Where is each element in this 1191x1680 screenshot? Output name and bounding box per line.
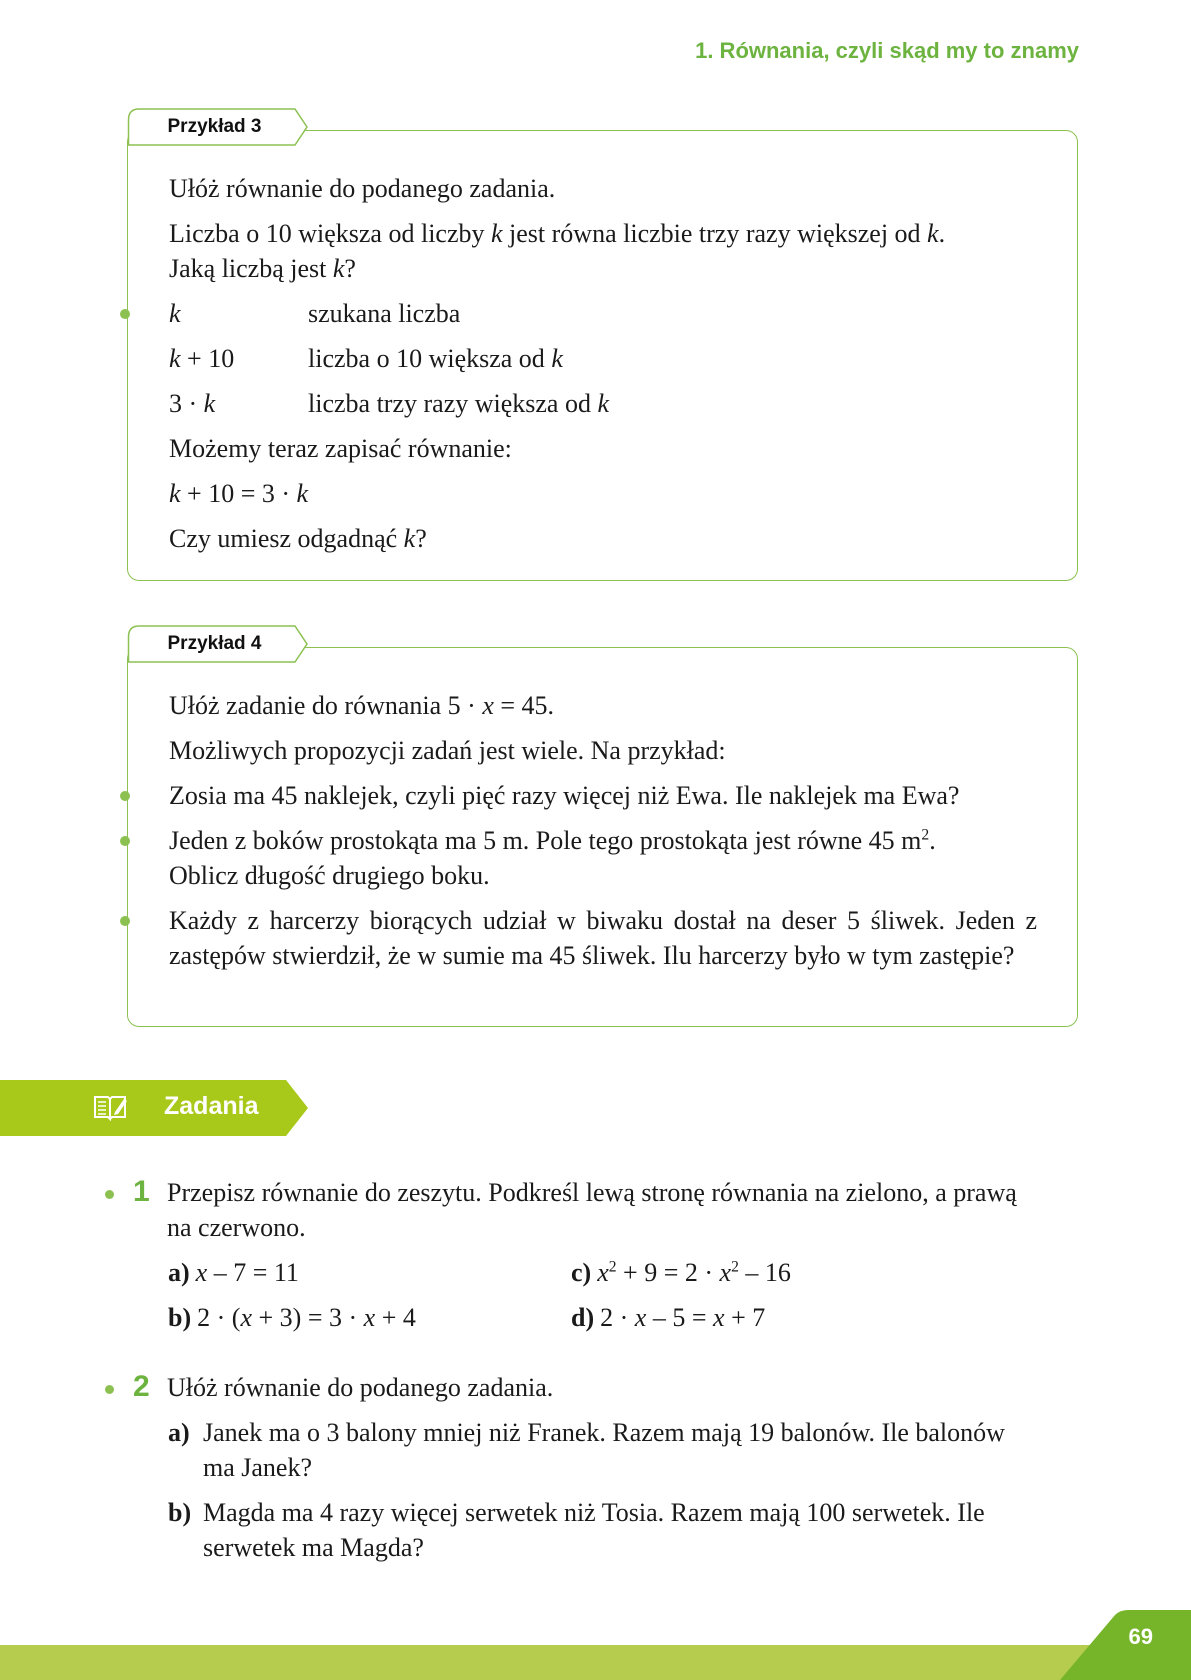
notebook-pencil-icon xyxy=(93,1093,129,1121)
subitem-a: a) Janek ma o 3 balony mniej niż Franek. Razem mają 19 balonów. Ile balonów ma Janek? xyxy=(168,1418,1005,1482)
bullet-dot xyxy=(120,791,130,801)
example-3-equation: k + 10 = 3 · k xyxy=(169,479,309,508)
proposal-item: Jeden z boków prostokąta ma 5 m. Pole tego prostokąta jest równe 45 $m^2$. Oblicz długość drugiego boku. xyxy=(169,823,1037,893)
task-1 xyxy=(105,1175,1040,1335)
example-3-label: Przykład 3 xyxy=(167,116,262,137)
footer-strip xyxy=(0,1645,1191,1680)
tasks-section-banner xyxy=(0,1080,310,1136)
example-4-box xyxy=(127,633,1078,1027)
example-4-tab xyxy=(127,625,262,663)
definition-row: k + 10 liczba o 10 większa od k xyxy=(169,344,563,373)
task-bullet-dot xyxy=(105,1385,114,1394)
task-2-subitems xyxy=(168,1415,1040,1565)
subitem-c: c) $x^2 + 9 = 2 \cdot x^2 - 16$ xyxy=(571,1258,791,1287)
example-4-lead-in: Możliwych propozycji zadań jest wiele. Na przykład: xyxy=(169,736,726,765)
example-3-problem: Liczba o 10 większa od liczby k jest równa liczbie trzy razy większej od k. Jaką liczbą jest k? xyxy=(169,219,946,283)
task-number: 1 xyxy=(133,1175,150,1208)
task-1-subitems xyxy=(168,1255,1040,1335)
task-bullet-dot xyxy=(105,1190,114,1199)
bullet-dot xyxy=(120,916,130,926)
subitem-d: d) 2 · x – 5 = x + 7 xyxy=(571,1303,766,1332)
subitem-b: b) Magda ma 4 razy więcej serwetek niż Tosia. Razem mają 100 serwetek. Ile serwetek ma Magda? xyxy=(168,1498,985,1562)
subitem-b: b) 2 · (x + 3) = 3 · x + 4 xyxy=(168,1303,416,1332)
definition-row: k szukana liczba xyxy=(169,296,1037,331)
page-number: 69 xyxy=(1128,1624,1153,1649)
example-3-tab xyxy=(127,108,262,146)
tasks-section-title: Zadania xyxy=(164,1092,259,1120)
proposal-item: Każdy z harcerzy biorących udział w biwaku dostał na deser 5 śliwek. Jeden z zastępów stwierdził, że w sumie ma 45 śliwek. Ilu harcerzy było w tym zastępie? xyxy=(169,903,1037,973)
example-3-instruction: Ułóż równanie do podanego zadania. xyxy=(169,174,556,203)
example-3-box xyxy=(127,116,1078,581)
example-3-question: Czy umiesz odgadnąć k? xyxy=(169,524,427,553)
example-4-instruction: Ułóż zadanie do równania 5 · x = 45. xyxy=(169,691,555,720)
definition-row: 3 · k liczba trzy razy większa od k xyxy=(169,389,610,418)
task-prompt: Przepisz równanie do zeszytu. Podkreśl lewą stronę równania na zielono, a prawą na czerwono. xyxy=(167,1178,1017,1242)
task-prompt: Ułóż równanie do podanego zadania. xyxy=(167,1373,554,1402)
proposal-item: Zosia ma 45 naklejek, czyli pięć razy więcej niż Ewa. Ile naklejek ma Ewa? xyxy=(169,778,1037,813)
example-3-lead-in: Możemy teraz zapisać równanie: xyxy=(169,434,512,463)
running-header-title: 1. Równania, czyli skąd my to znamy xyxy=(695,38,1079,63)
example-4-label: Przykład 4 xyxy=(167,633,262,654)
bullet-dot xyxy=(120,309,130,319)
page-number-tab xyxy=(1060,1610,1191,1680)
bullet-dot xyxy=(120,836,130,846)
subitem-a: a) x – 7 = 11 xyxy=(168,1258,299,1287)
task-2 xyxy=(105,1370,1040,1575)
task-number: 2 xyxy=(133,1370,150,1403)
